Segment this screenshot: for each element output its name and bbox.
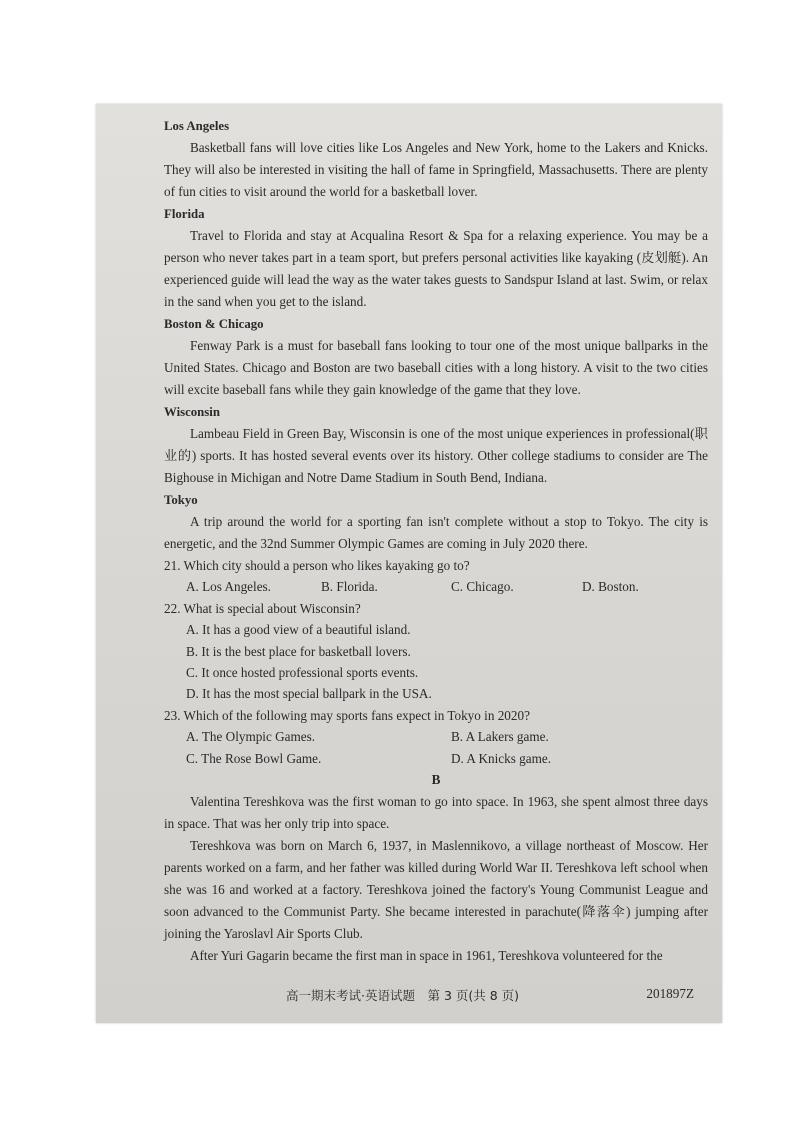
option-21-c: C. Chicago.: [451, 579, 514, 595]
exam-page: [96, 104, 722, 1023]
question-21-options: [164, 576, 708, 597]
paragraph-florida: Travel to Florida and stay at Acqualina Resort & Spa for a relaxing experience. You may be a person who never takes part in a team sport, but prefers personal activities like kayaking (皮划艇). An experienced guide will lead the way as the water takes guests to Sandspur Island at last. Swim, or relax in the sand when you get to the island.: [164, 228, 708, 309]
section-b-label: B: [431, 772, 441, 788]
paragraph-b-3: After Yuri Gagarin became the first man in space in 1961, Tereshkova volunteered for the: [190, 948, 663, 964]
option-23-c: C. The Rose Bowl Game.: [186, 750, 322, 766]
footer-title: 高一期末考试·英语试题 第 3 页(共 8 页): [286, 988, 520, 1003]
option-22-d: D. It has the most special ballpark in the USA.: [186, 686, 432, 702]
section-heading-wisconsin: Wisconsin: [164, 405, 220, 419]
section-heading-boston-chicago: Boston & Chicago: [164, 317, 264, 331]
section-heading-florida: Florida: [164, 207, 205, 221]
option-21-d: D. Boston.: [582, 579, 639, 595]
option-23-d: D. A Knicks game.: [451, 750, 551, 766]
option-21-b: B. Florida.: [321, 579, 378, 595]
page-content: [164, 115, 708, 967]
question-22: 22. What is special about Wisconsin?: [164, 600, 361, 616]
question-23-options-row-1: [164, 726, 708, 747]
question-21: 21. Which city should a person who likes kayaking go to?: [164, 558, 470, 573]
option-21-a: A. Los Angeles.: [186, 579, 271, 595]
option-22-c: C. It once hosted professional sports events.: [186, 665, 419, 681]
option-23-a: A. The Olympic Games.: [186, 729, 316, 745]
option-23-b: B. A Lakers game.: [451, 729, 549, 745]
question-23-options-row-2: [164, 748, 708, 769]
section-heading-los-angeles: Los Angeles: [164, 119, 230, 133]
option-22-b: B. It is the best place for basketball lovers.: [186, 643, 411, 659]
paragraph-los-angeles: Basketball fans will love cities like Los Angeles and New York, home to the Lakers and Knicks. They will also be interested in visiting the hall of fame in Springfield, Massachusetts. There are plenty of fun cities to visit around the world for a basketball lover.: [164, 140, 708, 199]
section-heading-tokyo: Tokyo: [164, 493, 198, 507]
paragraph-wisconsin: Lambeau Field in Green Bay, Wisconsin is one of the most unique experiences in professional(职业的) sports. It has hosted several events over its history. Other college stadiums to consider are The Bighouse in Michigan and Notre Dame Stadium in South Bend, Indiana.: [164, 426, 708, 485]
footer-code: 201897Z: [646, 986, 694, 1001]
page-footer: [96, 986, 722, 1010]
paragraph-b-2: Tereshkova was born on March 6, 1937, in Maslennikovo, a village northeast of Moscow. Her parents worked on a farm, and her father was killed during World War II. Tereshkova left school when she was 16 and worked at a factory. Tereshkova joined the factory's Young Communist League and soon advanced to the Communist Party. She became interested in parachute(降落伞) jumping after joining the Yaroslavl Air Sports Club.: [164, 838, 708, 942]
question-23: 23. Which of the following may sports fans expect in Tokyo in 2020?: [164, 707, 530, 723]
option-22-a: A. It has a good view of a beautiful island.: [186, 622, 411, 638]
paragraph-boston-chicago: Fenway Park is a must for baseball fans looking to tour one of the most unique ballparks in the United States. Chicago and Boston are two baseball cities with a long history. A visit to the two cities will excite baseball fans while they gain knowledge of the game that they love.: [164, 338, 708, 397]
paragraph-tokyo: A trip around the world for a sporting fan isn't complete without a stop to Tokyo. The city is energetic, and the 32nd Summer Olympic Games are coming in July 2020 there.: [164, 514, 708, 551]
paragraph-b-1: Valentina Tereshkova was the first woman to go into space. In 1963, she spent almost three days in space. That was her only trip into space.: [164, 794, 708, 832]
